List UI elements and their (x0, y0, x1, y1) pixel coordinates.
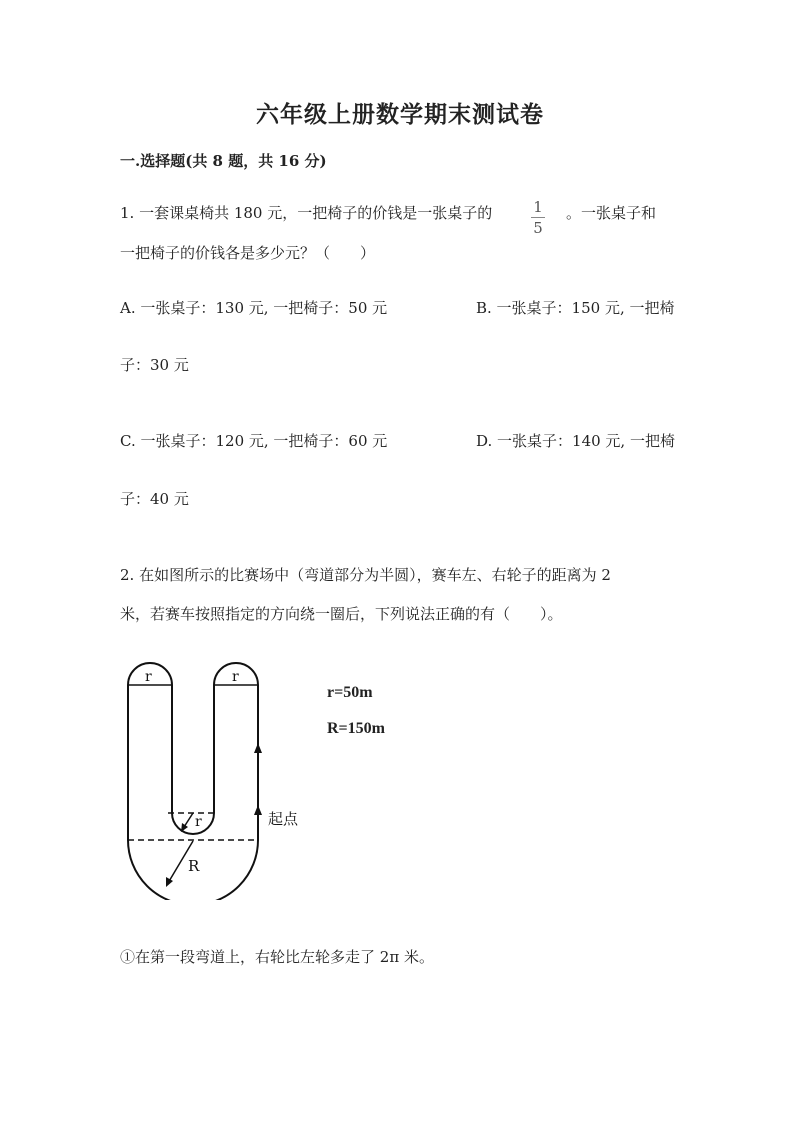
q2-statement-1: ①在第一段弯道上，右轮比左轮多走了 2π 米。 (120, 948, 434, 966)
inner-radius-arrowhead (181, 823, 188, 832)
inner-radius-line (184, 813, 193, 827)
label-R: R (188, 857, 200, 875)
q1-stem-part2: 。一张桌子和 (566, 204, 657, 222)
fraction-numerator: 1 (533, 198, 543, 216)
legend-small-radius: r=50m (327, 684, 373, 701)
label-r-middle: r (195, 814, 202, 830)
q1-option-c: C. 一张桌子：120 元, 一把椅子：60 元 (120, 432, 388, 450)
fraction-denominator: 5 (533, 219, 543, 237)
section-heading: 一.选择题(共 8 题，共 16 分) (120, 152, 327, 170)
q1-stem-part1: 1. 一套课桌椅共 180 元，一把椅子的价钱是一张桌子的 (120, 204, 493, 222)
q1-option-d-continued: 子：40 元 (120, 490, 189, 508)
label-r-right: r (232, 669, 239, 685)
q1-option-b: B. 一张桌子：150 元, 一把椅 (476, 299, 675, 317)
track-inner-outline (172, 685, 214, 834)
race-track-figure (118, 655, 418, 900)
page-title: 六年级上册数学期末测试卷 (256, 101, 544, 128)
legend-large-radius: R=150m (327, 720, 385, 737)
q1-option-a: A. 一张桌子：130 元, 一把椅子：50 元 (120, 299, 388, 317)
outer-radius-arrowhead (166, 877, 173, 887)
q2-stem-part2: 米，若赛车按照指定的方向绕一圈后，下列说法正确的有（ ）。 (120, 605, 563, 623)
fraction-bar (531, 217, 545, 218)
direction-arrow-lower (254, 805, 262, 815)
q1-option-d: D. 一张桌子：140 元, 一把椅 (476, 432, 675, 450)
q1-stem-part3: 一把椅子的价钱各是多少元？（ ） (120, 244, 376, 262)
q2-stem-part1: 2. 在如图所示的比赛场中（弯道部分为半圆），赛车左、右轮子的距离为 2 (120, 566, 611, 584)
label-start-point: 起点 (268, 810, 299, 828)
q1-option-b-continued: 子：30 元 (120, 356, 189, 374)
label-r-left: r (145, 669, 152, 685)
direction-arrow-upper (254, 743, 262, 753)
q1-fraction (527, 198, 549, 237)
